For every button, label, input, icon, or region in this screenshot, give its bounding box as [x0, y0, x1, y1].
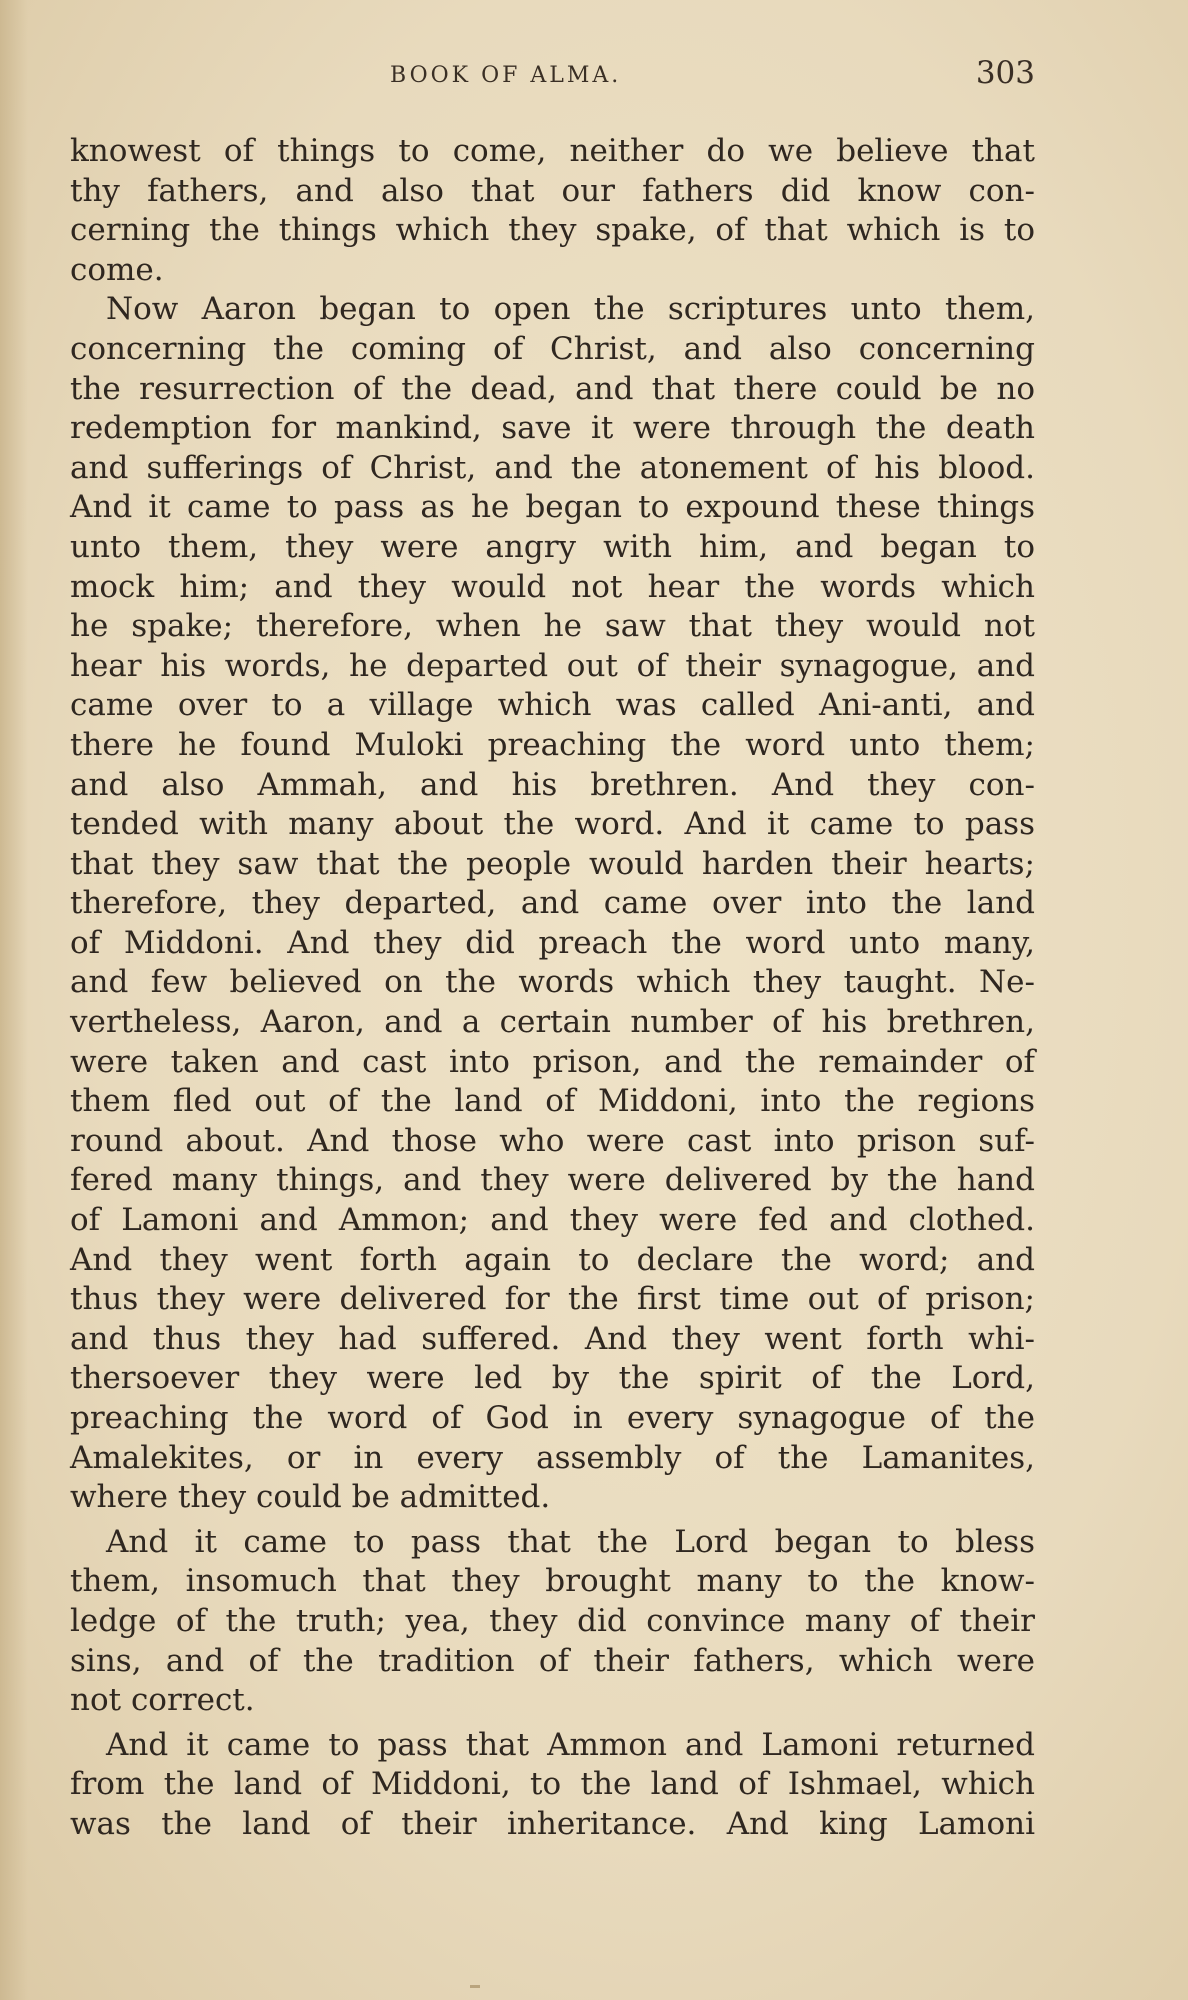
text-line: them, insomuch that they brought many to the know- [70, 1563, 1035, 1600]
text-line: were taken and cast into prison, and the remainder of [70, 1043, 1035, 1080]
page-number: 303 [975, 55, 1035, 91]
text-line: vertheless, Aaron, and a certain number of his brethren, [70, 1004, 1035, 1041]
page-header [70, 55, 1035, 95]
text-line: ledge of the truth; yea, they did convince many of their [70, 1602, 1035, 1639]
text-line: preaching the word of God in every synagogue of the [70, 1400, 1035, 1436]
text-line: Now Aaron began to open the scriptures unto them, [106, 291, 1035, 328]
text-line: tended with many about the word. And it came to pass [70, 806, 1035, 843]
text-line: from the land of Middoni, to the land of Ishmael, which [70, 1766, 1035, 1803]
text-line: he spake; therefore, when he saw that they would not [70, 608, 1035, 645]
text-line: therefore, they departed, and came over into the land [70, 885, 1035, 922]
text-line: Amalekites, or in every assembly of the Lamanites, [70, 1439, 1035, 1476]
text-line: came over to a village which was called Ani-anti, and [70, 687, 1035, 724]
text-line: and sufferings of Christ, and the atonement of his blood. [70, 449, 1035, 486]
paragraph [70, 1523, 1035, 1721]
text-line: that they saw that the people would harden their hearts; [70, 845, 1035, 882]
text-line: and thus they had suffered. And they went forth whi- [70, 1320, 1035, 1357]
paragraph [70, 132, 1035, 290]
text-line: And it came to pass that the Lord began to bless [106, 1523, 1035, 1560]
text-line: was the land of their inheritance. And king Lamoni [70, 1805, 1035, 1842]
text-line: mock him; and they would not hear the words which [70, 568, 1035, 605]
text-line: unto them, they were angry with him, and began to [70, 528, 1035, 565]
text-line: thy fathers, and also that our fathers did know con- [70, 172, 1035, 209]
text-line: not correct. [70, 1682, 255, 1719]
text-line: concerning the coming of Christ, and also concerning [70, 330, 1035, 367]
text-line: come. [70, 251, 164, 288]
text-line: And it came to pass that Ammon and Lamoni returned [106, 1726, 1035, 1763]
binding-gutter-shadow [0, 0, 28, 2000]
text-line: thus they were delivered for the first time out of prison; [70, 1281, 1035, 1318]
text-line: cerning the things which they spake, of that which is to [70, 212, 1035, 249]
text-line: there he found Muloki preaching the word unto them; [70, 726, 1035, 763]
text-line: where they could be admitted. [70, 1479, 551, 1516]
text-line: and also Ammah, and his brethren. And they con- [70, 766, 1035, 803]
text-line: fered many things, and they were delivered by the hand [70, 1162, 1035, 1199]
text-line: knowest of things to come, neither do we believe that [70, 133, 1035, 169]
text-line: of Lamoni and Ammon; and they were fed and clothed. [70, 1202, 1035, 1239]
text-line: of Middoni. And they did preach the word unto many, [70, 924, 1035, 961]
body-text [70, 132, 1035, 1845]
text-line: sins, and of the tradition of their fathers, which were [70, 1642, 1035, 1679]
text-line: and few believed on the words which they taught. Ne- [70, 964, 1035, 1001]
text-line: thersoever they were led by the spirit of the Lord, [70, 1360, 1035, 1397]
text-line: redemption for mankind, save it were through the death [70, 410, 1035, 447]
text-line: And it came to pass as he began to expound these things [70, 489, 1035, 526]
printer-mark [470, 1985, 480, 1988]
paragraph [70, 290, 1035, 1517]
text-line: hear his words, he departed out of their synagogue, and [70, 647, 1035, 684]
text-line: the resurrection of the dead, and that there could be no [70, 370, 1035, 407]
running-title: BOOK OF ALMA. [390, 63, 622, 88]
text-line: round about. And those who were cast into prison suf- [70, 1122, 1035, 1159]
paragraph [70, 1726, 1035, 1845]
text-line: And they went forth again to declare the word; and [70, 1241, 1035, 1278]
text-line: them fled out of the land of Middoni, into the regions [70, 1083, 1035, 1120]
